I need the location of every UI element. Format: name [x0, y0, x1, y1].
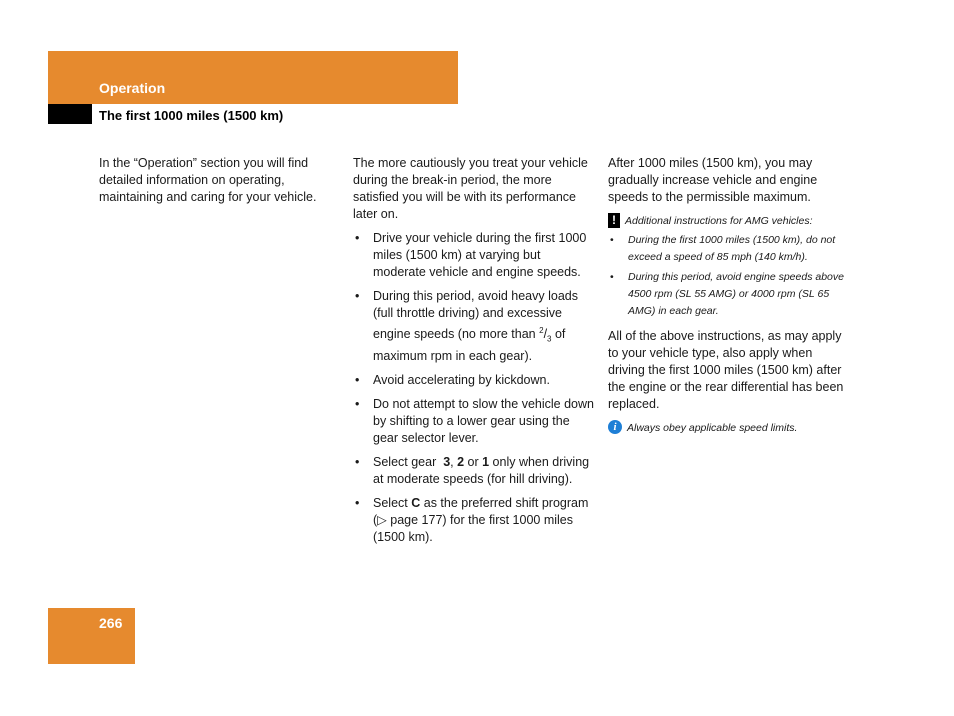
page-reference-link[interactable]: page 177) for the first 1000 miles (1500 km).: [373, 512, 574, 544]
info-icon: i: [608, 420, 622, 434]
after-breakin-paragraph: After 1000 miles (1500 km), you may gradually increase vehicle and engine speeds to the permissible maximum.: [608, 156, 818, 204]
fraction-denominator: 3: [547, 334, 552, 344]
list-item: • During this period, avoid engine speeds above 4500 rpm (SL 55 AMG) or 4000 rpm (SL 65 AMG) in each gear.: [610, 271, 844, 317]
list-item: • Drive your vehicle during the first 1000 miles (1500 km) at varying but moderate vehicle and engine speeds.: [355, 231, 587, 279]
breakin-list: [353, 230, 595, 546]
column-3: [608, 155, 850, 439]
subsection-title: The first 1000 miles (1500 km): [99, 108, 284, 123]
warning-icon: !: [608, 213, 620, 228]
fraction-numerator: 2: [539, 326, 544, 335]
amg-note-heading: Additional instructions for AMG vehicles:: [625, 215, 813, 227]
list-item: • Select C as the preferred shift program (▷ page 177) for the first 1000 miles (1500 km).: [355, 495, 589, 544]
amg-note-header: [608, 213, 850, 229]
list-item: • During this period, avoid heavy loads (full throttle driving) and excessive engine speeds (no more than $^2/_3$ of maximum rpm in each gear).: [355, 289, 578, 363]
intro-paragraph: In the “Operation” section you will find detailed information on operating, maintaining and caring for your vehicle.: [99, 156, 317, 204]
bullet-mark: •: [355, 231, 360, 245]
page-reference-arrow-icon: ▷: [377, 512, 387, 527]
breakin-paragraph: The more cautiously you treat your vehicle during the break-in period, the more satisfied you will be with its performance later on.: [353, 156, 588, 221]
list-item: • During the first 1000 miles (1500 km), do not exceed a speed of 85 mph (140 km/h).: [610, 234, 836, 263]
info-note-text: Always obey applicable speed limits.: [627, 422, 798, 434]
column-1: [99, 155, 341, 213]
list-item: • Avoid accelerating by kickdown.: [355, 372, 550, 387]
info-note: [608, 420, 850, 436]
list-item: • Select gear 3, 2 or 1 only when driving at moderate speeds (for hill driving).: [355, 454, 590, 486]
bullet-mark: •: [355, 454, 360, 469]
bullet-mark: •: [355, 289, 360, 303]
section-title: Operation: [99, 80, 166, 96]
bullet-mark: •: [355, 396, 360, 411]
summary-paragraph: All of the above instructions, as may apply to your vehicle type, also apply when driving the first 1000 miles (1500 km) after the engine or the rear differential has been replaced.: [608, 329, 844, 411]
section-marker: [48, 104, 92, 124]
page-number: 266: [99, 615, 123, 631]
bullet-mark: •: [610, 234, 614, 246]
column-2: [353, 155, 595, 553]
bullet-mark: •: [355, 372, 360, 387]
header-band: [48, 51, 458, 104]
fraction-slash: /: [543, 327, 548, 342]
bullet-mark: •: [355, 495, 360, 510]
list-item: • Do not attempt to slow the vehicle down by shifting to a lower gear using the gear selector lever.: [355, 396, 594, 445]
amg-list: [608, 232, 850, 320]
bullet-mark: •: [610, 271, 614, 283]
